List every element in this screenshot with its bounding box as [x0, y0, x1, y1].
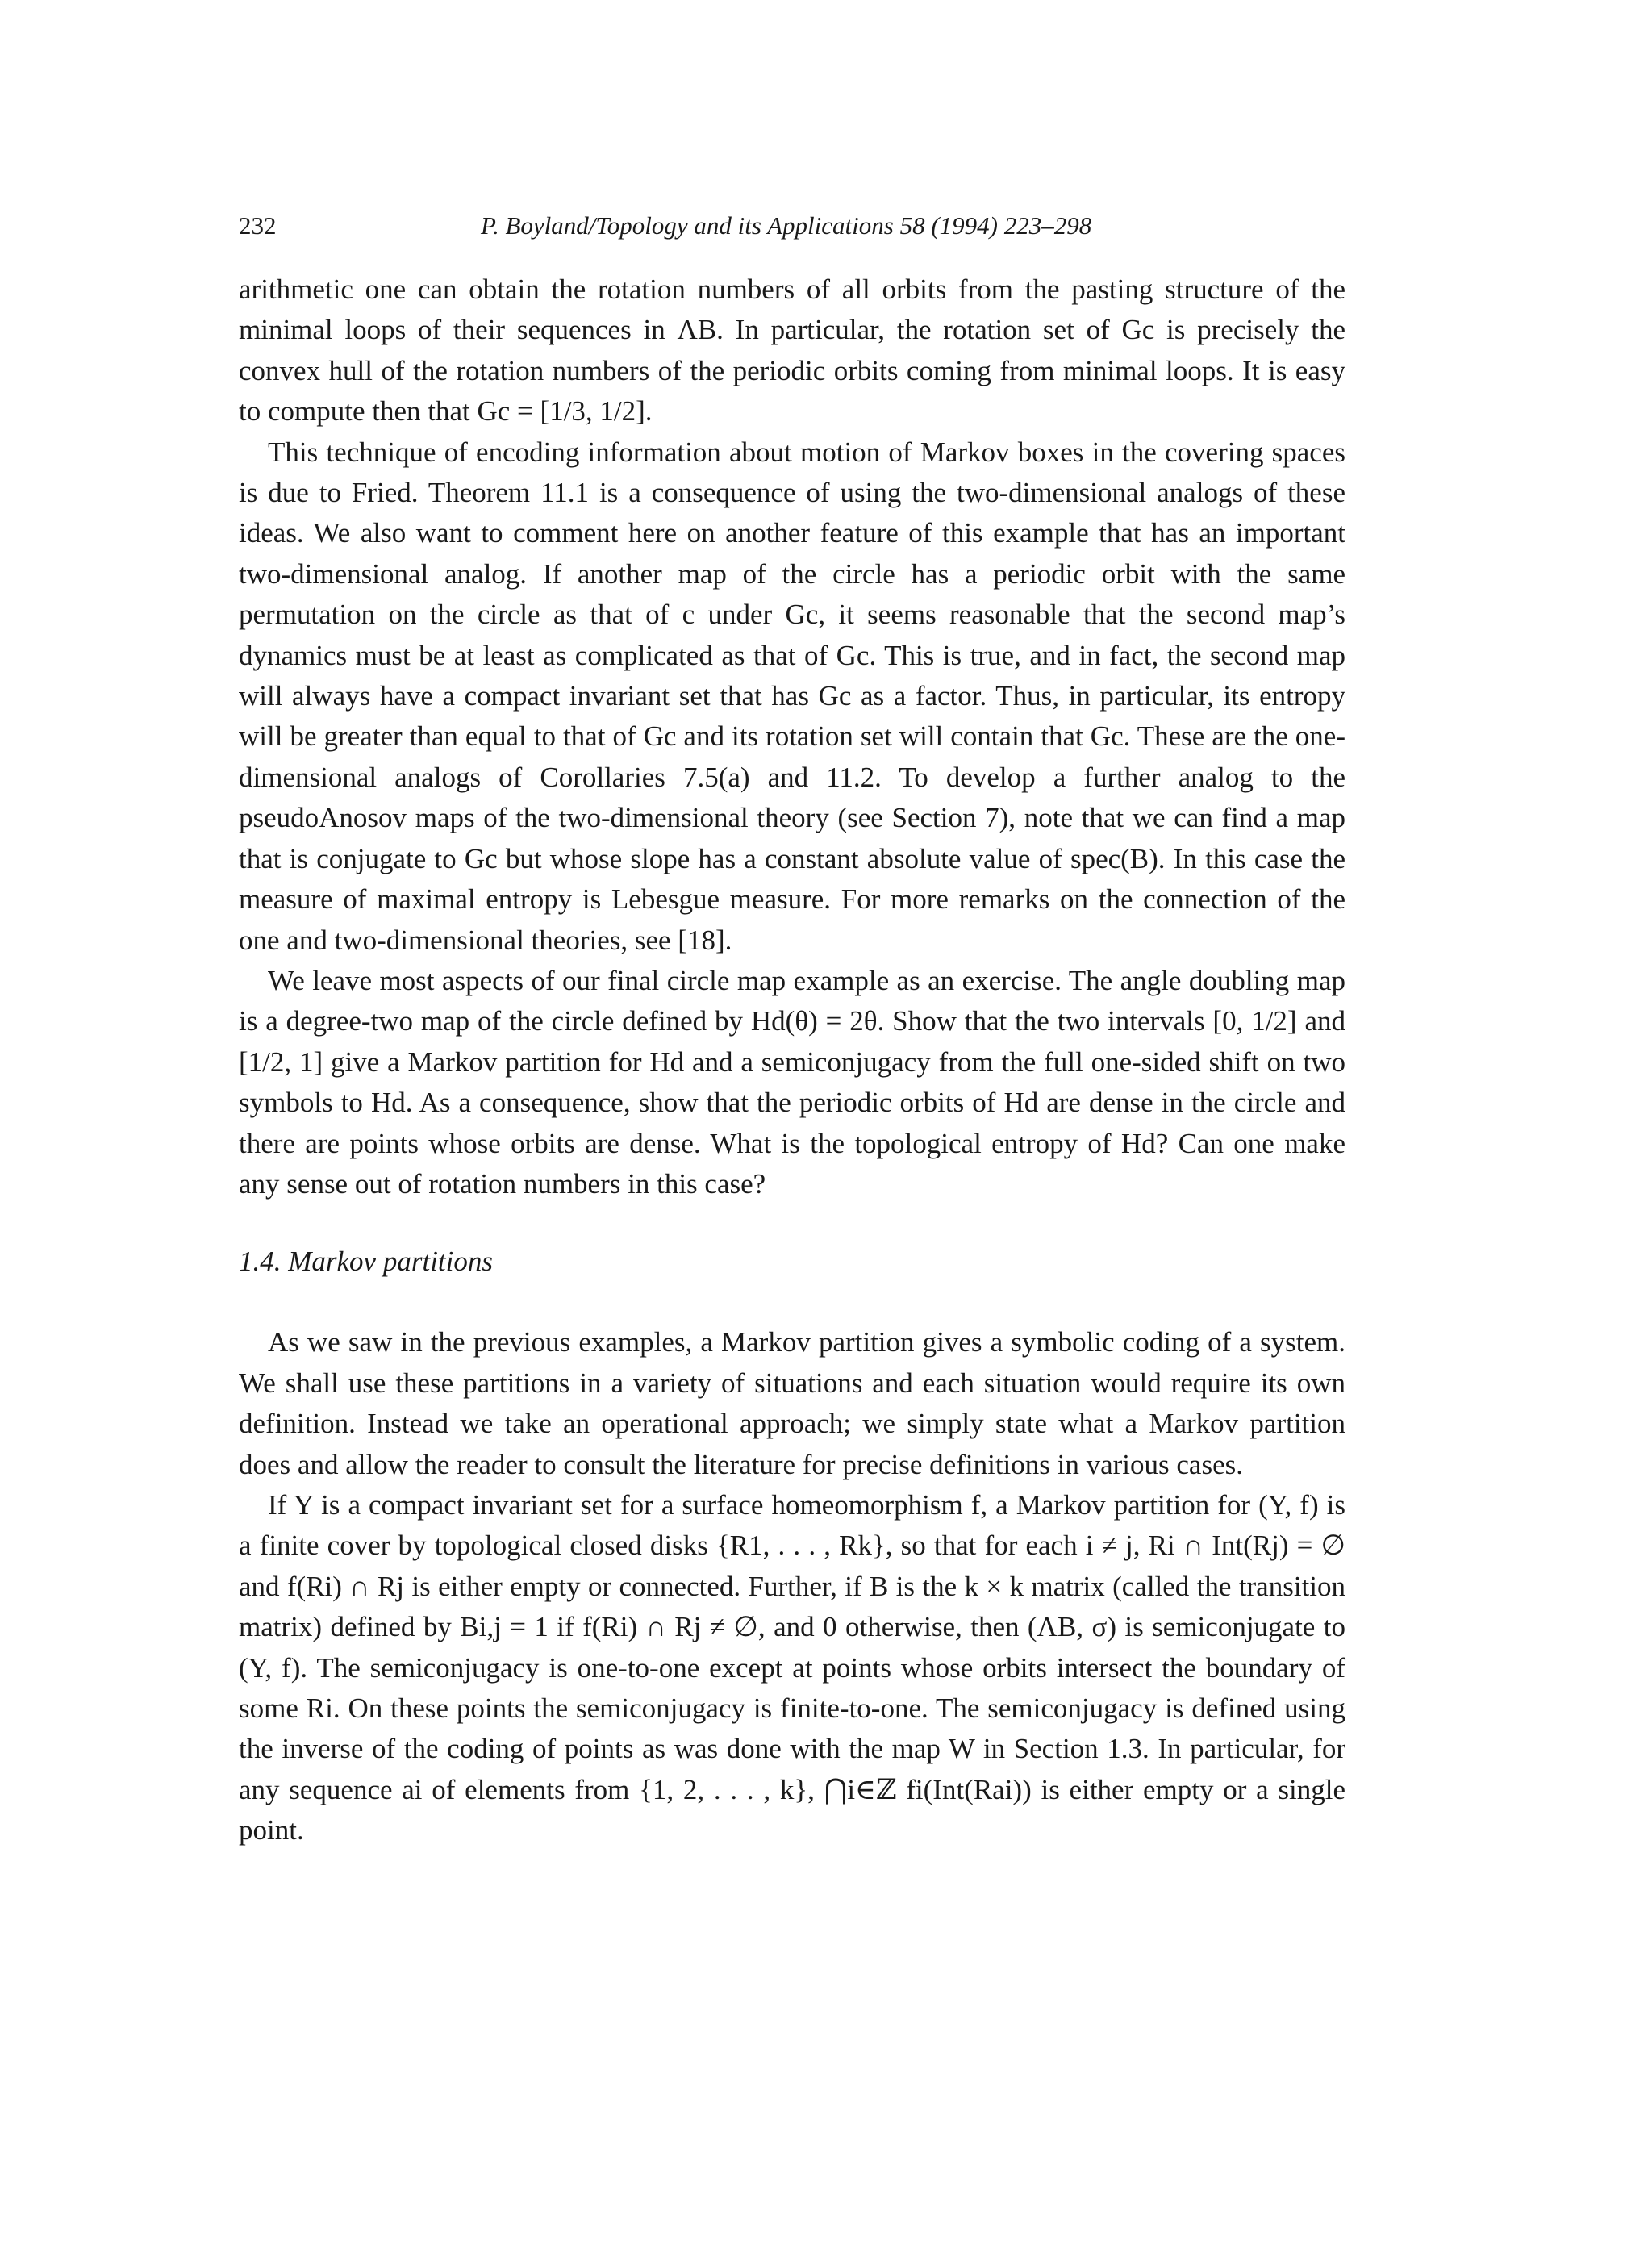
paragraph-1: arithmetic one can obtain the rotation numbers of all orbits from the pasting structure of the minimal loops of their sequences in ΛB. In particular, the rotation set of Gc is precisely the convex hull of the rotation numbers of the periodic orbits coming from minimal loops. It is easy to compute then that Gc = [1/3, 1/2].: [239, 273, 1345, 428]
section-title: Markov partitions: [288, 1246, 493, 1278]
section-number: 1.4.: [239, 1246, 282, 1278]
paragraph-4: As we saw in the previous examples, a Markov partition gives a symbolic coding of a system. We shall use these partitions in a variety of situations and each situation would require its own definition. Instead we take an operational approach; we simply state what a Markov partition does and allow the reader to consult the literature for precise definitions in various cases.: [239, 1326, 1345, 1480]
paragraph-2: This technique of encoding information about motion of Markov boxes in the covering spaces is due to Fried. Theorem 11.1 is a consequence of using the two-dimensional analogs of these ideas. We also want to comment here on another feature of this example that has an important two-dimensional analog. If another map of the circle has a periodic orbit with the same permutation on the circle as that of c under Gc, it seems reasonable that the second map’s dynamics must be at least as complicated as that of Gc. This is true, and in fact, the second map will always have a compact invariant set that has Gc as a factor. Thus, in particular, its entropy will be greater than equal to that of Gc and its rotation set will contain that Gc. These are the one-dimensional analogs of Corollaries 7.5(a) and 11.2. To develop a further analog to the pseudoAnosov maps of the two-dimensional theory (see Section 7), note that we can find a map that is conjugate to Gc but whose slope has a constant absolute value of spec(B). In this case the measure of maximal entropy is Lebesgue measure. For more remarks on the connection of the one and two-dimensional theories, see [18].: [239, 436, 1345, 956]
body-text: [239, 269, 1345, 1851]
paragraph-5: If Y is a compact invariant set for a surface homeomorphism f, a Markov partition for (Y, f) is a finite cover by topological closed disks {R1, . . . , Rk}, so that for each i ≠ j, Ri ∩ Int(Rj) = ∅ and f(Ri) ∩ Rj is either empty or connected. Further, if B is the k × k matrix (called the transition matrix) defined by Bi,j = 1 if f(Ri) ∩ Rj ≠ ∅, and 0 otherwise, then (ΛB, σ) is semiconjugate to (Y, f). The semiconjugacy is one-to-one except at points whose orbits intersect the boundary of some Ri. On these points the semiconjugacy is finite-to-one. The semiconjugacy is defined using the inverse of the coding of points as was done with the map W in Section 1.3. In particular, for any sequence ai of elements from {1, 2, . . . , k}, ⋂i∈ℤ fi(Int(Rai)) is either empty or a single point.: [239, 1488, 1345, 1847]
page-content: [239, 208, 1345, 1851]
page-number: 232: [239, 211, 277, 240]
section-heading: [239, 1242, 1345, 1282]
journal-citation: P. Boyland/Topology and its Applications 58 (1994) 223–298: [481, 211, 1092, 240]
running-head: [239, 208, 1345, 244]
paragraph-3: We leave most aspects of our final circle map example as an exercise. The angle doubling map is a degree-two map of the circle defined by Hd(θ) = 2θ. Show that the two intervals [0, 1/2] and [1/2, 1] give a Markov partition for Hd and a semiconjugacy from the full one-sided shift on two symbols to Hd. As a consequence, show that the periodic orbits of Hd are dense in the circle and there are points whose orbits are dense. What is the topological entropy of Hd? Can one make any sense out of rotation numbers in this case?: [239, 964, 1345, 1200]
